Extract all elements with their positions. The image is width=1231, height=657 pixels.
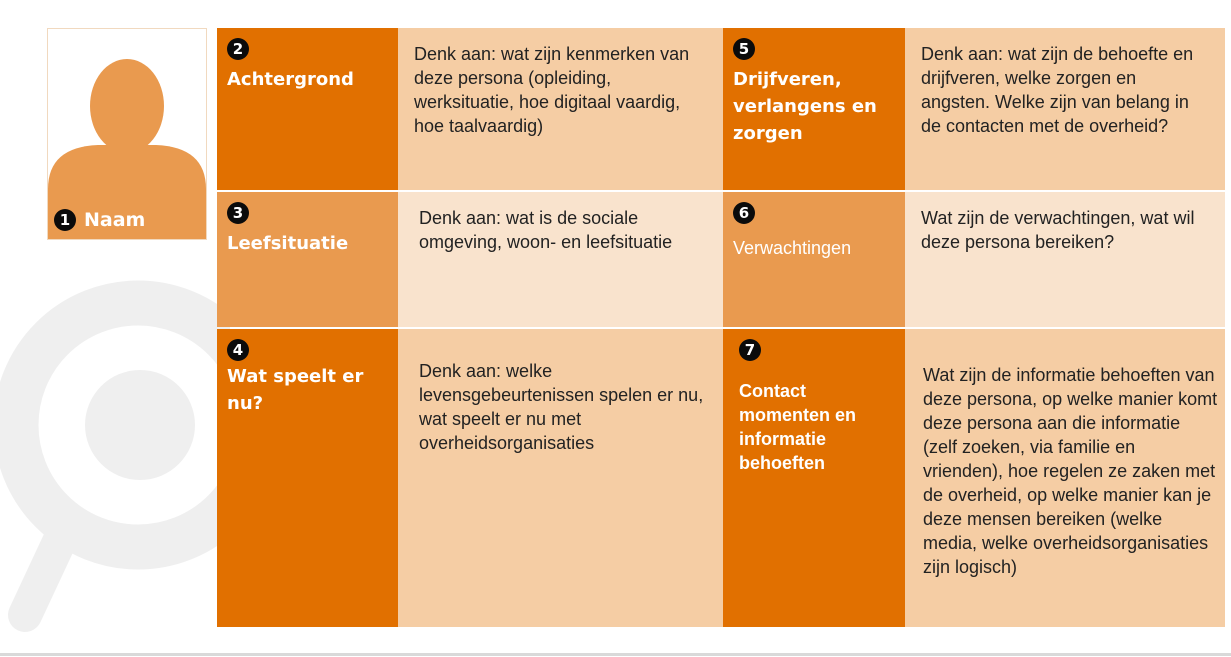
category-achtergrond (217, 28, 398, 190)
divider (0, 653, 1231, 656)
category-wat-speelt-er-nu (217, 329, 398, 627)
number-badge: 5 (733, 38, 755, 60)
number-badge: 3 (227, 202, 249, 224)
category-label: Contact momenten en informatie behoeften (739, 381, 857, 473)
category-label: Wat speelt er nu? (227, 366, 364, 414)
number-badge: 2 (227, 38, 249, 60)
category-drijfveren (723, 28, 905, 190)
number-badge: 6 (733, 202, 755, 224)
category-leefsituatie (217, 192, 398, 327)
category-label: Verwachtingen (733, 238, 852, 258)
description-contactmomenten: Wat zijn de informatie behoeften van deze persona, op welke manier komt deze persona aan die informatie (zelf zoeken, via familie en vrienden), hoe regelen ze zaken met de overheid, op welke manier kan je deze mensen bereiken (welke media, welke overheidsorganisaties zijn logisch) (905, 329, 1225, 627)
persona-card (47, 28, 207, 240)
person-avatar-icon (48, 29, 206, 239)
category-contactmomenten (723, 329, 905, 627)
description-achtergrond: Denk aan: wat zijn kenmerken van deze persona (opleiding, werksituatie, hoe digitaal vaardig, hoe taalvaardig) (398, 28, 723, 190)
number-badge: 7 (739, 339, 761, 361)
description-leefsituatie: Denk aan: wat is de sociale omgeving, woon- en leefsituatie (398, 192, 723, 327)
description-drijfveren: Denk aan: wat zijn de behoefte en drijfveren, welke zorgen en angsten. Welke zijn van belang in de contacten met de overheid? (905, 28, 1225, 190)
category-verwachtingen (723, 192, 905, 327)
number-badge: 1 (54, 209, 76, 231)
category-label: Drijfveren, verlangens en zorgen (733, 69, 877, 144)
description-verwachtingen: Wat zijn de verwachtingen, wat wil deze persona bereiken? (905, 192, 1225, 327)
category-label: Leefsituatie (227, 233, 349, 254)
number-badge: 4 (227, 339, 249, 361)
persona-name-label: Naam (84, 209, 146, 231)
category-label: Achtergrond (227, 69, 354, 90)
description-wat-speelt-er-nu: Denk aan: welke levensgebeurtenissen spelen er nu, wat speelt er nu met overheidsorganisaties (398, 329, 723, 627)
